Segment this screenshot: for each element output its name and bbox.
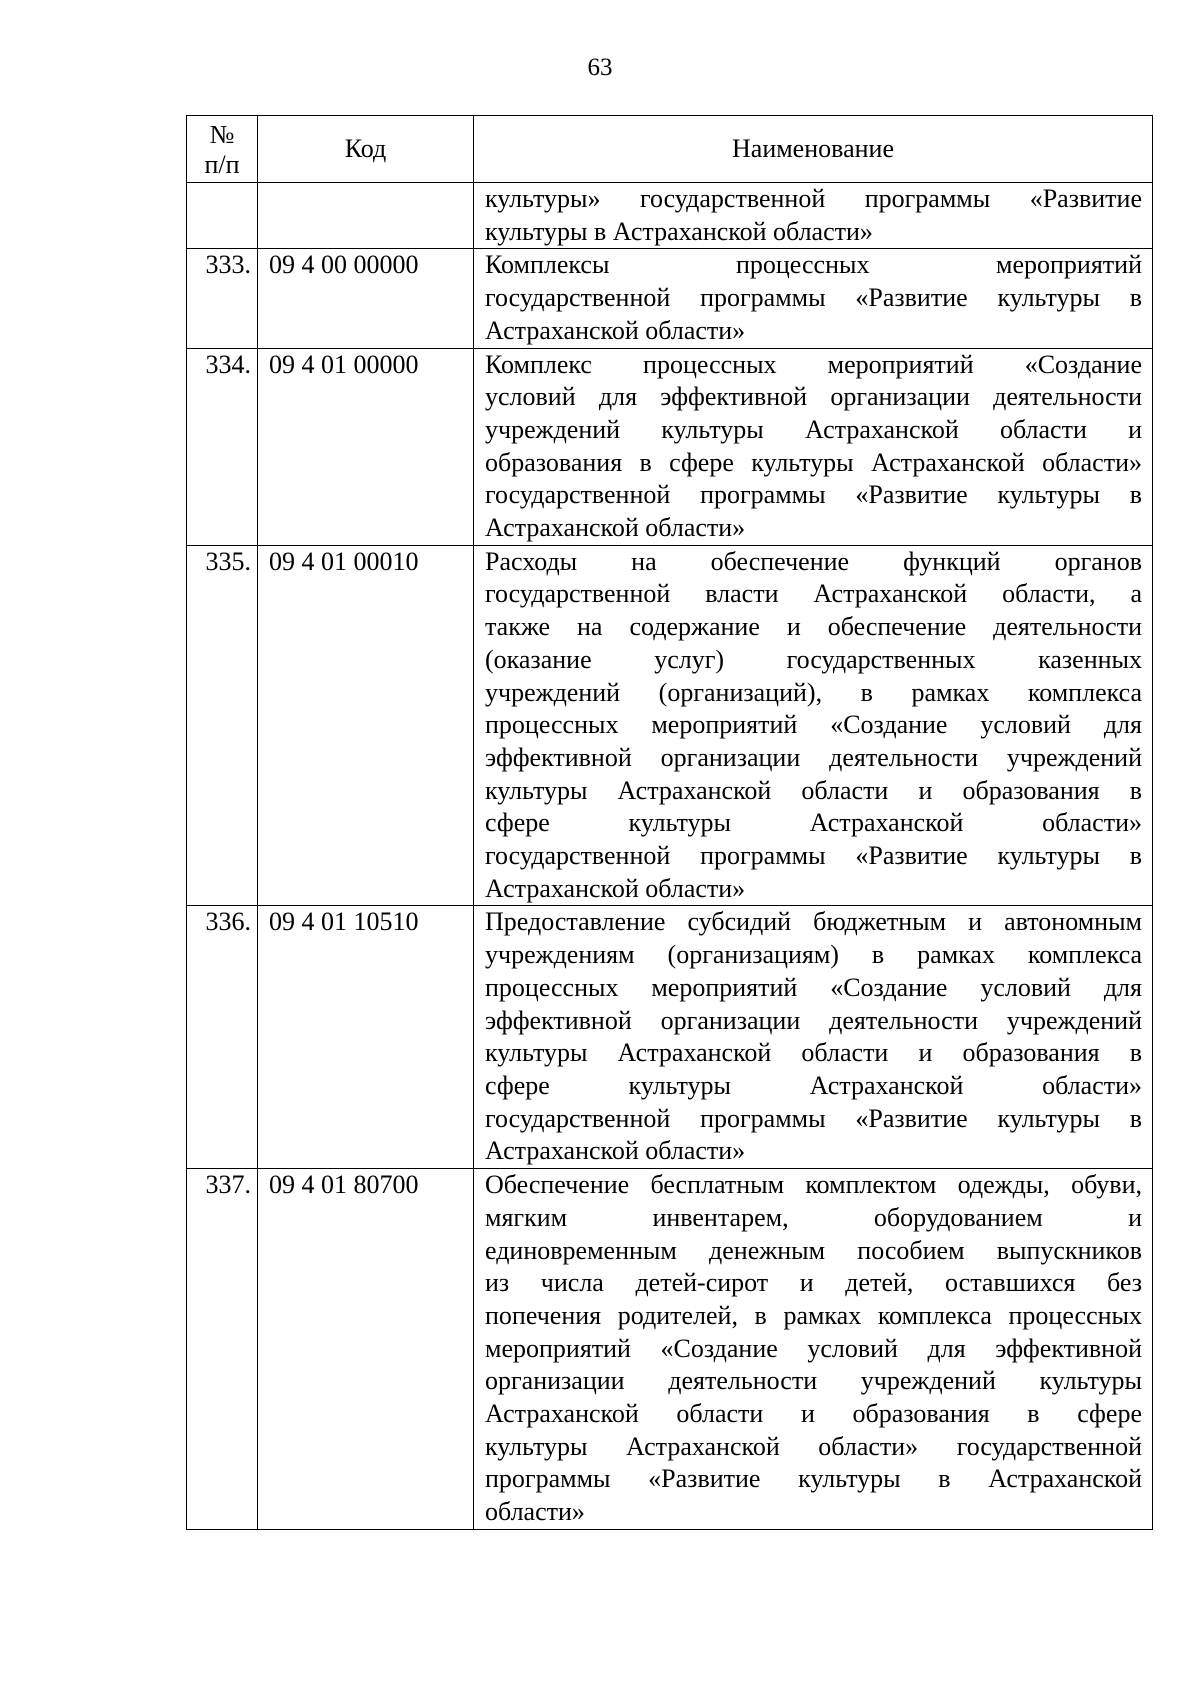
row-name-line: процессных мероприятий «Создание условий для xyxy=(485,972,1142,1002)
row-name-line: Астраханской области» xyxy=(485,513,746,543)
row-code: 09 4 01 00010 xyxy=(258,545,474,906)
table-body xyxy=(187,183,1153,1530)
row-number xyxy=(187,183,258,249)
row-name-line: попечения родителей, в рамках комплекса процессных xyxy=(485,1300,1142,1330)
row-name-line: Комплекс процессных мероприятий «Создание xyxy=(485,349,1142,379)
header-name: Наименование xyxy=(474,116,1153,183)
row-name xyxy=(474,545,1153,906)
row-name-line: учреждениям (организациям) в рамках комплекса xyxy=(485,940,1142,970)
row-code: 09 4 01 10510 xyxy=(258,906,474,1169)
table-row xyxy=(187,249,1153,348)
table-row xyxy=(187,1169,1153,1530)
row-name-line: учреждений культуры Астраханской области и xyxy=(485,414,1142,444)
header-number-line1: № xyxy=(209,120,235,149)
row-name-line: из числа детей-сирот и детей, оставшихся без xyxy=(485,1268,1142,1298)
row-number: 336. xyxy=(187,906,258,1169)
row-name-line: эффективной организации деятельности учреждений xyxy=(485,1005,1142,1035)
row-name-line: образования в сфере культуры Астраханской области» xyxy=(485,447,1142,477)
row-name-line: государственной власти Астраханской области, а xyxy=(485,579,1142,609)
row-name-line: государственной программы «Развитие культуры в xyxy=(485,480,1142,510)
page-number: 63 xyxy=(587,54,613,81)
table-header xyxy=(187,116,1153,183)
row-name-line: эффективной организации деятельности учреждений xyxy=(485,742,1142,772)
row-name-line: государственной программы «Развитие культуры в xyxy=(485,1103,1142,1133)
row-name-line: организации деятельности учреждений культуры xyxy=(485,1366,1142,1396)
row-name-line: Обеспечение бесплатным комплектом одежды, обуви, xyxy=(485,1170,1142,1200)
row-number: 333. xyxy=(187,249,258,348)
header-row xyxy=(187,116,1153,183)
row-name-line: Предоставление субсидий бюджетным и автономным xyxy=(485,907,1142,937)
table-row xyxy=(187,348,1153,545)
row-name-line: культуры Астраханской области и образования в xyxy=(485,775,1142,805)
row-name-line: мягким инвентарем, оборудованием и xyxy=(485,1202,1142,1232)
table-row xyxy=(187,906,1153,1169)
row-name-line: (оказание услуг) государственных казенных xyxy=(485,644,1142,674)
row-name-line: также на содержание и обеспечение деятельности xyxy=(485,612,1142,642)
row-name-line: культуры Астраханской области и образования в xyxy=(485,1038,1142,1068)
row-name-line: Комплексы процессных мероприятий xyxy=(485,250,1142,280)
row-name-line: Астраханской области» xyxy=(485,873,746,903)
row-name-line: процессных мероприятий «Создание условий для xyxy=(485,710,1142,740)
row-name xyxy=(474,1169,1153,1530)
row-name-line: программы «Развитие культуры в Астраханской xyxy=(485,1464,1142,1494)
row-name-line: Астраханской области» xyxy=(485,315,746,345)
row-code: 09 4 01 00000 xyxy=(258,348,474,545)
row-number: 335. xyxy=(187,545,258,906)
header-number-line2: п/п xyxy=(204,150,240,179)
row-name-line: культуры» государственной программы «Развитие xyxy=(485,184,1142,213)
row-name-line: культуры Астраханской области» государственной xyxy=(485,1431,1142,1461)
row-code xyxy=(258,183,474,249)
row-name-line: Астраханской области» xyxy=(485,1136,746,1166)
row-name-line: культуры в Астраханской области» xyxy=(485,216,873,246)
row-code: 09 4 00 00000 xyxy=(258,249,474,348)
row-name-line: государственной программы «Развитие культуры в xyxy=(485,283,1142,313)
row-name xyxy=(474,183,1153,249)
row-number: 334. xyxy=(187,348,258,545)
budget-code-table xyxy=(186,115,1153,1530)
table-row xyxy=(187,545,1153,906)
header-code: Код xyxy=(258,116,474,183)
row-name-line: сфере культуры Астраханской области» xyxy=(485,808,1142,838)
row-name-line: условий для эффективной организации деятельности xyxy=(485,382,1142,412)
row-name-line: учреждений (организаций), в рамках комплекса xyxy=(485,677,1142,707)
row-name-line: Астраханской области и образования в сфере xyxy=(485,1399,1142,1429)
row-name xyxy=(474,249,1153,348)
row-name-line: сфере культуры Астраханской области» xyxy=(485,1070,1142,1100)
row-name-line: мероприятий «Создание условий для эффективной xyxy=(485,1333,1142,1363)
row-code: 09 4 01 80700 xyxy=(258,1169,474,1530)
row-number: 337. xyxy=(187,1169,258,1530)
table-row xyxy=(187,183,1153,249)
row-name xyxy=(474,348,1153,545)
row-name-line: Расходы на обеспечение функций органов xyxy=(485,546,1142,576)
row-name-line: единовременным денежным пособием выпускников xyxy=(485,1235,1142,1265)
row-name xyxy=(474,906,1153,1169)
row-name-line: государственной программы «Развитие культуры в xyxy=(485,841,1142,871)
header-number xyxy=(187,116,258,183)
row-name-line: области» xyxy=(485,1497,585,1527)
